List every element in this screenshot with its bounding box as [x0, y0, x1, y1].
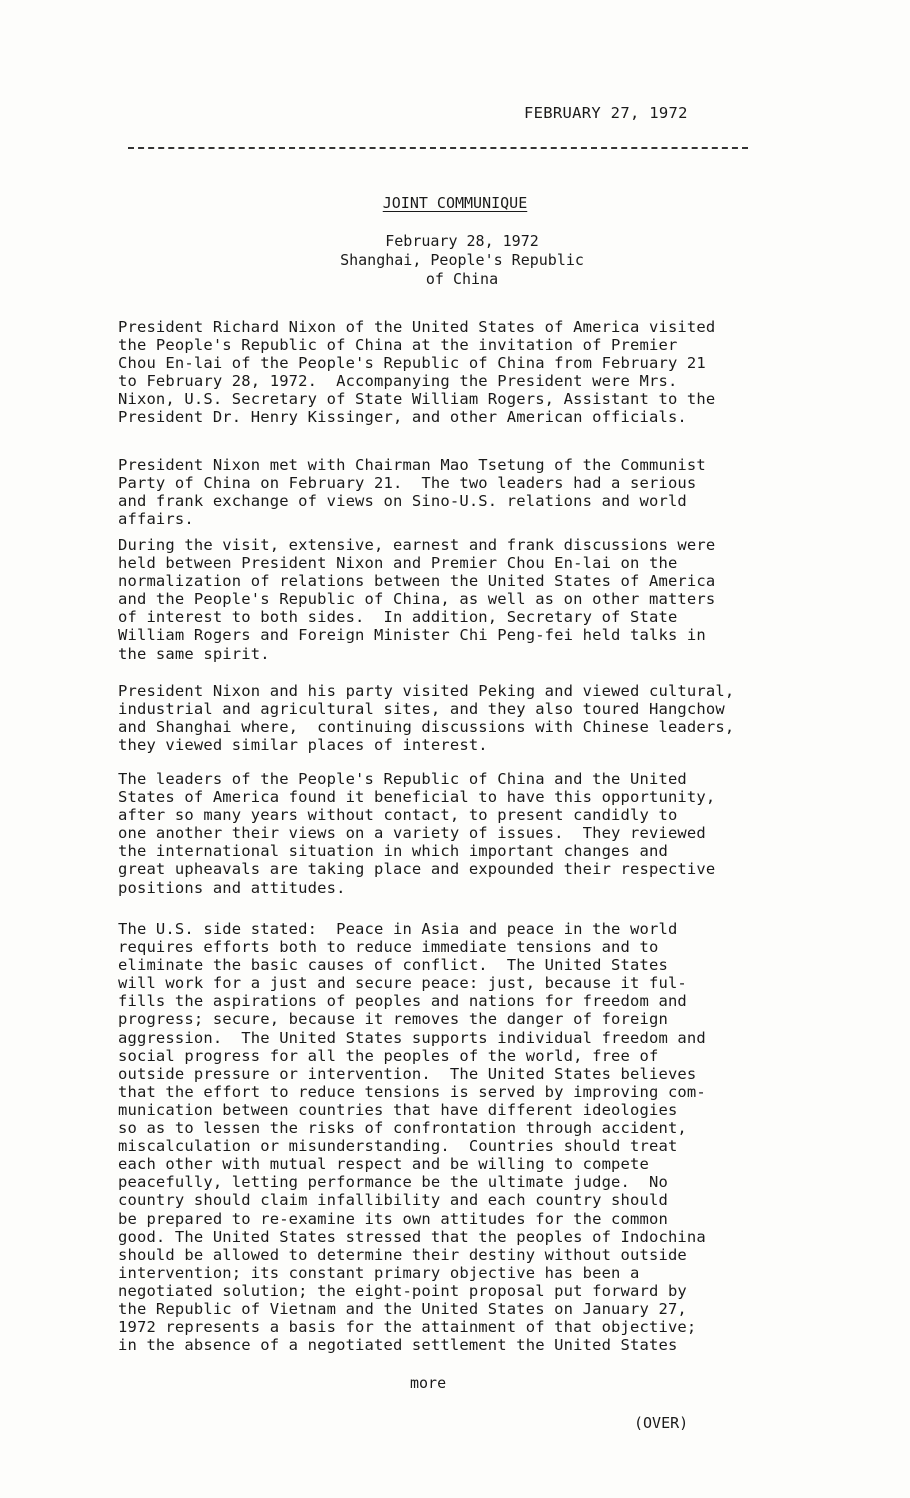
dateline: [0, 232, 910, 289]
document-title: JOINT COMMUNIQUE: [382, 194, 528, 212]
paragraph-visit: President Richard Nixon of the United States of America visited the People's Republic of China at the invitation of Premier Chou En-lai of the People's Republic of China from February 21 to February 28, 1972. Accompanying the President were Mrs. Nixon, U.S. Secretary of State William Rogers, Assistant to the President Dr. Henry Kissinger, and other American officials.: [118, 318, 716, 427]
dateline-place: Shanghai, People's Republic: [340, 251, 584, 269]
continuation-more: more: [410, 1374, 447, 1392]
paragraph-tour: President Nixon and his party visited Peking and viewed cultural, industrial and agricultural sites, and they also toured Hangchow and Shanghai where, continuing discussions with Chinese leaders, they viewed similar places of interest.: [118, 682, 735, 755]
dateline-place-cont: of China: [425, 270, 499, 288]
paragraph-leaders: The leaders of the People's Republic of China and the United States of America found it beneficial to have this opportunity, after so many years without contact, to present candidly to one another their views on a variety of issues. They reviewed the international situation in which important changes and great upheavals are taking place and expounded their respective positions and attitudes.: [118, 770, 716, 897]
paragraph-discussions: During the visit, extensive, earnest and frank discussions were held between President Nixon and Premier Chou En-lai on the normalization of relations between the United States of America and the People's Republic of China, as well as on other matters of interest to both sides. In addition, Secretary of State William Rogers and Foreign Minister Chi Peng-fei held talks in the same spirit.: [118, 536, 716, 663]
dateline-date: February 28, 1972: [385, 232, 539, 250]
continuation-over: (OVER): [634, 1414, 689, 1432]
dashed-divider: [128, 147, 748, 149]
paragraph-us-side: The U.S. side stated: Peace in Asia and peace in the world requires efforts both to reduce immediate tensions and to eliminate the basic causes of conflict. The United States will work for a just and secure peace: just, because it ful- fills the aspirations of peoples and nations for freedom and progress; secure, because it removes the danger of foreign aggression. The United States supports individual freedom and social progress for all the peoples of the world, free of outside pressure or intervention. The United States believes that the effort to reduce tensions is served by improving com- munication between countries that have different ideologies so as to lessen the risks of confrontation through accident, miscalculation or misunderstanding. Countries should treat each other with mutual respect and be willing to compete peacefully, letting performance be the ultimate judge. No country should claim infallibility and each country should be prepared to re-examine its own attitudes for the common good. The United States stressed that the peoples of Indochina should be allowed to determine their destiny without outside intervention; its constant primary objective has been a negotiated solution; the eight-point proposal put forward by the Republic of Vietnam and the United States on January 27, 1972 represents a basis for the attainment of that objective; in the absence of a negotiated settlement the United States: [118, 920, 706, 1355]
paragraph-mao-meeting: President Nixon met with Chairman Mao Tsetung of the Communist Party of China on February 21. The two leaders had a serious and frank exchange of views on Sino-U.S. relations and world affairs.: [118, 456, 706, 529]
header-date: FEBRUARY 27, 1972: [524, 104, 688, 122]
